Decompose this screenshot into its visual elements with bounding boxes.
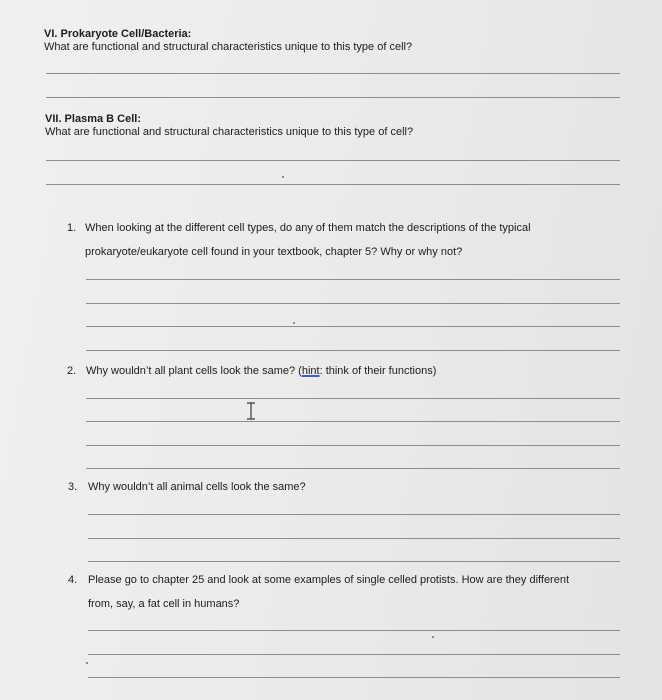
question-2-hint-word: hint	[301, 365, 320, 377]
section-6-heading: VI. Prokaryote Cell/Bacteria:	[44, 28, 192, 40]
section-7-question: What are functional and structural characteristics unique to this type of cell?	[45, 126, 414, 138]
answer-line	[88, 630, 620, 631]
question-1-line-2: prokaryote/eukaryote cell found in your textbook, chapter 5? Why or why not?	[85, 246, 463, 258]
answer-line	[46, 184, 620, 185]
answer-line	[86, 468, 620, 469]
question-2-number: 2.	[67, 365, 77, 377]
speck	[432, 636, 434, 638]
question-4-line-1: Please go to chapter 25 and look at some examples of single celled protists. How are they different	[88, 574, 570, 586]
answer-line	[86, 445, 620, 446]
answer-line	[86, 326, 620, 327]
answer-line	[46, 160, 620, 161]
answer-line	[86, 279, 620, 280]
answer-line	[88, 654, 620, 655]
question-3-number: 3.	[68, 481, 78, 493]
answer-line	[86, 421, 620, 422]
question-3-text: Why wouldn’t all animal cells look the same?	[88, 481, 306, 493]
section-7-heading: VII. Plasma B Cell:	[45, 113, 141, 125]
question-2-text-end: : think of their functions)	[319, 365, 437, 377]
text-cursor-icon	[246, 402, 256, 420]
question-4-number: 4.	[68, 574, 78, 586]
answer-line	[88, 538, 620, 539]
speck	[282, 176, 284, 178]
question-1-number: 1.	[67, 222, 77, 234]
section-6-question: What are functional and structural characteristics unique to this type of cell?	[44, 41, 413, 53]
answer-line	[86, 303, 620, 304]
speck	[86, 662, 88, 664]
answer-line	[88, 561, 620, 562]
answer-line	[86, 398, 620, 399]
question-1-line-1: When looking at the different cell types, do any of them match the descriptions of the typical	[85, 222, 531, 234]
answer-line	[86, 350, 620, 351]
speck	[293, 322, 295, 324]
answer-line	[88, 514, 620, 515]
question-2-text-start: Why wouldn’t all plant cells look the same? (	[86, 365, 302, 377]
question-2-text	[86, 364, 436, 378]
answer-line	[46, 97, 620, 98]
answer-line	[46, 73, 620, 74]
question-4-line-2: from, say, a fat cell in humans?	[88, 598, 240, 610]
answer-line	[88, 677, 620, 678]
